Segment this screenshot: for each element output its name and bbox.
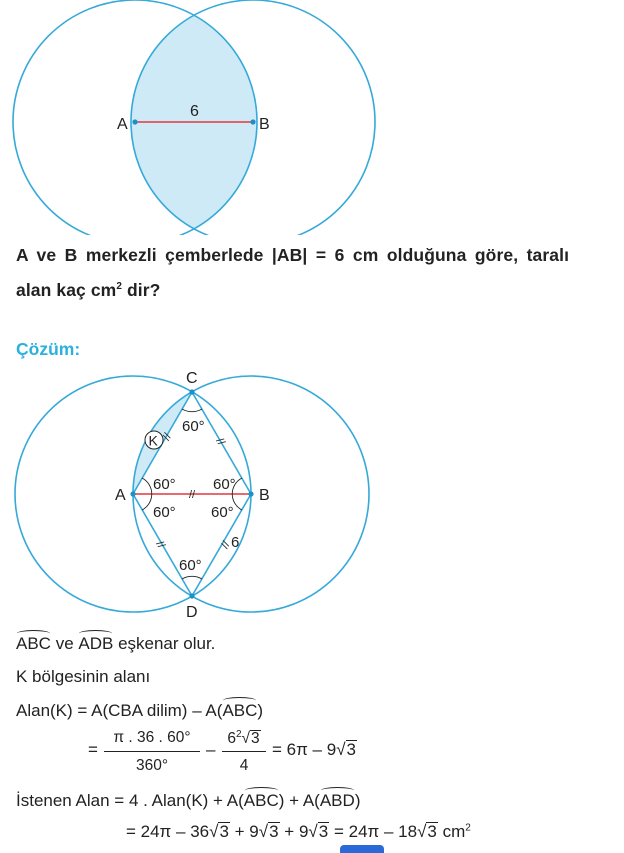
two-circles-figure bbox=[0, 0, 624, 235]
point-a-2 bbox=[130, 491, 135, 496]
final-p2: + 9 bbox=[229, 822, 259, 841]
label-d: D bbox=[186, 604, 198, 621]
tick-ac: // bbox=[160, 431, 175, 443]
question-line-2-end: dir? bbox=[122, 280, 161, 300]
question-line-2 bbox=[16, 271, 621, 306]
final-p4: = 24π – 18 bbox=[329, 822, 418, 841]
fraction1-numerator: π . 36 . 60° bbox=[113, 729, 191, 746]
point-c bbox=[189, 389, 194, 394]
istenen-alan-formula bbox=[16, 791, 360, 811]
fraction2-root: 3 bbox=[251, 730, 260, 748]
angle-label-b-bottom: 60° bbox=[211, 504, 234, 521]
final-result: = 24π – 36√3 + 9√3 + 9√3 = 24π – 18√3 $cm^2$ bbox=[126, 822, 471, 841]
fraction2-base: 6 bbox=[227, 730, 236, 748]
label-b-2: B bbox=[259, 487, 270, 504]
arc-abc-2: ABC bbox=[222, 701, 258, 720]
istenen-middle: ) + A( bbox=[278, 791, 320, 810]
question-sup-2: 2 bbox=[116, 281, 123, 292]
point-b-2 bbox=[248, 491, 253, 496]
alan-k-suffix: ) bbox=[257, 701, 264, 720]
final-unit: cm bbox=[437, 822, 466, 841]
fraction2-exp: 2 bbox=[235, 729, 242, 740]
equilateral-end: eşkenar olur. bbox=[113, 634, 216, 653]
istenen-suffix: ) bbox=[354, 791, 361, 810]
final-r2: 3 bbox=[269, 822, 279, 841]
scroll-indicator[interactable] bbox=[340, 845, 384, 853]
final-p3: + 9 bbox=[279, 822, 309, 841]
point-b bbox=[250, 119, 255, 124]
angle-label-a-bottom: 60° bbox=[153, 504, 176, 521]
equilateral-middle: ve bbox=[50, 634, 79, 653]
result1-root: 3 bbox=[346, 740, 357, 759]
arc-adb-1: ADB bbox=[78, 634, 114, 653]
equilateral-statement bbox=[16, 634, 215, 654]
final-r4: 3 bbox=[427, 822, 437, 841]
label-a: A bbox=[117, 116, 128, 133]
final-r1: 3 bbox=[219, 822, 229, 841]
fraction2-denominator: 4 bbox=[239, 757, 249, 774]
angle-label-d: 60° bbox=[179, 557, 202, 574]
solution-figure bbox=[0, 360, 624, 625]
fraction-minus: – bbox=[206, 740, 216, 759]
fraction1-denominator: 360° bbox=[135, 757, 169, 774]
angle-label-c: 60° bbox=[182, 418, 205, 435]
alan-k-formula bbox=[16, 701, 263, 721]
point-a bbox=[132, 119, 137, 124]
tick-ab: // bbox=[189, 489, 196, 501]
label-a-2: A bbox=[115, 487, 126, 504]
fraction1-bar bbox=[104, 751, 200, 752]
k-area-title: K bölgesinin alanı bbox=[16, 667, 151, 686]
label-c: C bbox=[186, 370, 198, 387]
result1-prefix: = 6π – 9 bbox=[272, 740, 337, 759]
label-length-6: 6 bbox=[190, 103, 199, 120]
angle-arc-d bbox=[182, 576, 202, 579]
tick-db: // bbox=[219, 539, 233, 551]
alan-k-prefix: Alan(K) = A(CBA dilim) – A( bbox=[16, 701, 223, 720]
tick-cb: // bbox=[213, 436, 227, 448]
question-line-1: A ve B merkezli çemberlede |AB| = 6 cm olduğuna göre, taralı bbox=[16, 245, 570, 265]
point-d bbox=[189, 593, 194, 598]
question-text bbox=[16, 240, 621, 306]
label-k: K bbox=[148, 432, 158, 449]
tick-ad: // bbox=[153, 539, 167, 551]
final-r3: 3 bbox=[318, 822, 329, 841]
final-p1: = 24π – 36 bbox=[126, 822, 210, 841]
fraction2-numerator: $6^2√3$ bbox=[227, 729, 260, 748]
arc-abd-3: ABD bbox=[319, 791, 355, 810]
final-unit-sup: 2 bbox=[465, 822, 471, 834]
label-b: B bbox=[259, 116, 270, 133]
arc-abc-3: ABC bbox=[243, 791, 279, 810]
angle-arc-c bbox=[182, 409, 202, 412]
istenen-prefix: İstenen Alan = 4 . Alan(K) + A( bbox=[16, 791, 244, 810]
angle-label-b-top: 60° bbox=[213, 476, 236, 493]
angle-label-a-top: 60° bbox=[153, 476, 176, 493]
result1: = 6π – 9√3 bbox=[272, 740, 357, 759]
question-line-2-text: alan kaç cm bbox=[16, 280, 117, 300]
side-length-6: 6 bbox=[231, 534, 240, 551]
solution-title: Çözüm: bbox=[16, 339, 81, 359]
arc-abc-1: ABC bbox=[16, 634, 51, 653]
fraction2-bar bbox=[222, 751, 266, 752]
fraction-equals: = bbox=[88, 740, 98, 759]
